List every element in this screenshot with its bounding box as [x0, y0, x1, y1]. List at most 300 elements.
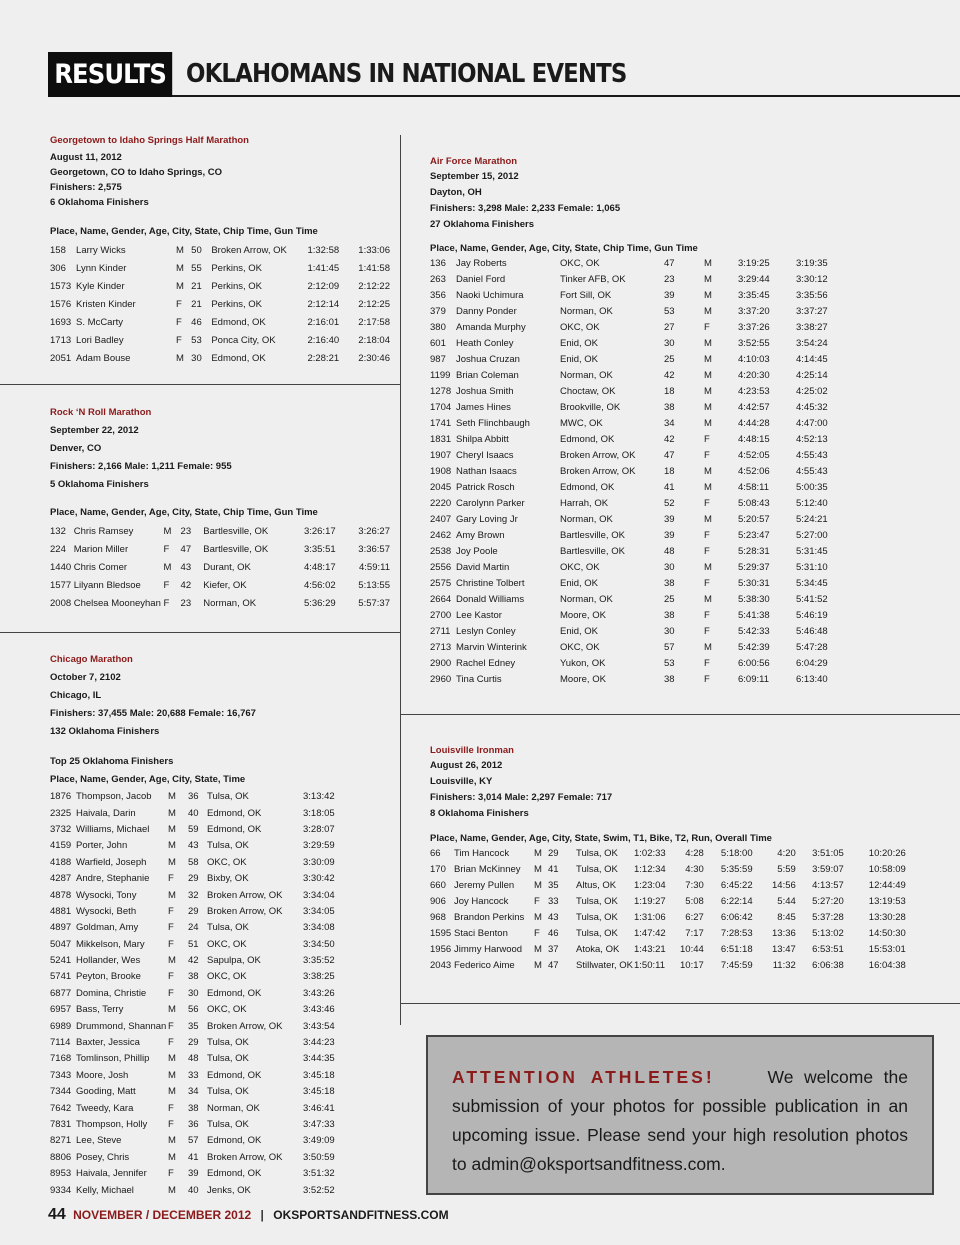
table-cell: Enid, OK — [560, 338, 599, 349]
table-cell: Shilpa Abbitt — [456, 434, 509, 445]
table-cell: M — [704, 466, 712, 477]
table-cell: OKC, OK — [560, 562, 600, 573]
table-row — [50, 871, 353, 887]
table-cell: 2575 — [430, 578, 452, 589]
table-cell: 47 — [664, 258, 675, 269]
table-cell: Lee Kastor — [456, 610, 502, 621]
table-cell: 4:42:57 — [738, 402, 770, 413]
table-cell: 4:14:45 — [796, 354, 828, 365]
table-cell: Tulsa, OK — [207, 1037, 249, 1049]
table-row — [430, 544, 846, 560]
event-date: September 15, 2012 — [430, 171, 519, 182]
table-cell: 3:50:59 — [303, 1151, 335, 1163]
table-row — [430, 448, 846, 464]
table-cell: 3:45:18 — [303, 1086, 335, 1098]
table-cell: 50 — [191, 245, 202, 256]
table-cell: 968 — [430, 912, 446, 923]
table-cell: 9334 — [50, 1184, 72, 1196]
table-cell: 6:53:51 — [812, 944, 844, 955]
table-cell: M — [534, 960, 542, 971]
table-cell: M — [168, 791, 176, 803]
table-cell: 7114 — [50, 1037, 71, 1049]
table-cell: 13:36 — [772, 928, 796, 939]
event-location: Dayton, OH — [430, 187, 482, 198]
table-cell: F — [534, 928, 540, 939]
table-cell: Goldman, Amy — [76, 922, 139, 934]
table-cell: 1876 — [50, 791, 72, 803]
top-finishers-label: Top 25 Oklahoma Finishers — [50, 756, 174, 767]
table-cell: 3:51:32 — [303, 1168, 335, 1180]
table-cell: 29 — [188, 873, 199, 885]
table-cell: Jeremy Pullen — [454, 880, 515, 891]
table-cell: 15:53:01 — [868, 944, 906, 955]
table-row — [430, 926, 906, 942]
table-cell: Edmond, OK — [207, 1135, 262, 1147]
table-cell: Carolynn Parker — [456, 498, 525, 509]
table-cell: 4:28 — [685, 848, 704, 859]
table-cell: Brookville, OK — [560, 402, 621, 413]
table-row — [430, 640, 846, 656]
table-cell: 4:55:43 — [796, 450, 828, 461]
table-cell: 55 — [191, 263, 202, 274]
table-cell: 30 — [664, 562, 675, 573]
table-cell: Bartlesville, OK — [560, 530, 625, 541]
table-row — [50, 904, 353, 920]
table-cell: 42 — [664, 370, 675, 381]
table-cell: 136 — [430, 258, 446, 269]
table-cell: 2:12:25 — [358, 299, 390, 310]
table-row — [50, 1051, 353, 1067]
event-title: Chicago Marathon — [50, 654, 133, 665]
table-cell: Tulsa, OK — [207, 840, 249, 852]
table-cell: 3:34:50 — [303, 938, 335, 950]
table-cell: 5241 — [50, 955, 72, 967]
table-cell: 8953 — [50, 1168, 72, 1180]
table-cell: 3:34:04 — [303, 889, 335, 901]
table-cell: 3:13:42 — [303, 791, 335, 803]
table-row — [430, 862, 906, 878]
event-rocknroll — [50, 407, 390, 613]
table-cell: Kelly, Michael — [76, 1184, 134, 1196]
table-row — [430, 368, 846, 384]
table-cell: Lynn Kinder — [76, 263, 127, 274]
table-cell: 1:43:21 — [634, 944, 666, 955]
table-cell: 34 — [664, 418, 675, 429]
table-cell: 379 — [430, 306, 446, 317]
header-rule — [172, 95, 960, 97]
table-cell: 41 — [664, 482, 675, 493]
table-cell: Daniel Ford — [456, 274, 506, 285]
table-cell: Tweedy, Kara — [76, 1102, 134, 1114]
table-cell: 46 — [191, 317, 202, 328]
table-cell: Tulsa, OK — [207, 922, 249, 934]
table-cell: 4:45:32 — [796, 402, 828, 413]
table-cell: Gooding, Matt — [76, 1086, 136, 1098]
table-cell: Edmond, OK — [207, 1168, 262, 1180]
table-row — [50, 805, 353, 821]
table-cell: 1199 — [430, 370, 451, 381]
column-headings: Place, Name, Gender, Age, City, State, Swim, T1, Bike, T2, Run, Overall Time — [430, 833, 772, 844]
table-cell: Heath Conley — [456, 338, 514, 349]
table-cell: 38 — [188, 971, 199, 983]
table-cell: M — [534, 880, 542, 891]
table-cell: 4:10:03 — [738, 354, 770, 365]
table-cell: 4188 — [50, 856, 72, 868]
table-cell: 46 — [548, 928, 559, 939]
table-cell: F — [163, 544, 170, 555]
table-row — [50, 887, 353, 903]
table-cell: Perkins, OK — [211, 263, 263, 274]
results-table — [430, 846, 906, 974]
table-cell: F — [704, 626, 710, 637]
table-cell: 3:35:51 — [303, 544, 336, 555]
table-cell: 3:19:25 — [738, 258, 770, 269]
table-cell: M — [168, 955, 176, 967]
table-cell: F — [168, 1020, 174, 1032]
table-row — [50, 577, 390, 595]
website-label: OKSPORTSANDFITNESS.COM — [273, 1208, 449, 1222]
table-cell: Gary Loving Jr — [456, 514, 518, 525]
table-cell: 1573 — [50, 281, 72, 292]
table-cell: M — [168, 889, 176, 901]
table-cell: 2:16:01 — [307, 317, 340, 328]
table-cell: 38 — [664, 578, 675, 589]
table-cell: 39 — [664, 514, 675, 525]
table-cell: 53 — [664, 658, 675, 669]
table-cell: Tomlinson, Phillip — [76, 1053, 150, 1065]
table-cell: Bartlesville, OK — [203, 526, 269, 537]
table-cell: 32 — [188, 889, 199, 901]
table-row — [430, 846, 906, 862]
table-cell: F — [168, 971, 174, 983]
table-cell: 38 — [664, 610, 675, 621]
table-cell: 3:43:54 — [303, 1020, 335, 1032]
table-cell: Nathan Isaacs — [456, 466, 517, 477]
table-cell: Lee, Steve — [76, 1135, 122, 1147]
table-cell: 47 — [548, 960, 559, 971]
table-cell: 6:27 — [685, 912, 704, 923]
table-cell: Marion Miller — [73, 544, 129, 555]
table-cell: Jenks, OK — [207, 1184, 251, 1196]
table-cell: 3:35:45 — [738, 290, 770, 301]
table-cell: 3:52:52 — [303, 1184, 335, 1196]
results-table — [430, 256, 846, 688]
table-cell: 2462 — [430, 530, 452, 541]
table-cell: 3:26:27 — [358, 526, 390, 537]
table-cell: 5:57:37 — [358, 598, 390, 609]
table-cell: 356 — [430, 290, 446, 301]
table-cell: 39 — [664, 290, 675, 301]
table-cell: Leslyn Conley — [456, 626, 516, 637]
table-cell: 1:32:58 — [307, 245, 340, 256]
table-row — [50, 937, 353, 953]
table-cell: 5:13:02 — [812, 928, 844, 939]
table-row — [430, 336, 846, 352]
event-ok-finishers: 27 Oklahoma Finishers — [430, 219, 535, 230]
table-cell: 5:27:20 — [812, 896, 844, 907]
table-cell: 42 — [664, 434, 675, 445]
page-header — [48, 52, 960, 97]
table-cell: 5:37:28 — [812, 912, 844, 923]
event-date: August 11, 2012 — [50, 152, 122, 163]
table-cell: 3:30:42 — [303, 873, 335, 885]
table-cell: 2538 — [430, 546, 452, 557]
table-cell: 30 — [664, 338, 675, 349]
event-ok-finishers: 6 Oklahoma Finishers — [50, 197, 149, 208]
table-cell: 3:18:05 — [303, 807, 335, 819]
table-cell: 5:28:31 — [738, 546, 770, 557]
table-cell: Norman, OK — [560, 514, 613, 525]
table-cell: 5:44 — [777, 896, 796, 907]
table-cell: 6:06:38 — [812, 960, 844, 971]
table-cell: Norman, OK — [203, 598, 257, 609]
table-row — [50, 1133, 353, 1149]
table-cell: 47 — [180, 544, 192, 555]
table-row — [50, 314, 390, 332]
table-cell: 5:31:45 — [796, 546, 828, 557]
table-row — [50, 523, 390, 541]
table-cell: 5:46:19 — [796, 610, 828, 621]
table-cell: Tulsa, OK — [576, 848, 618, 859]
table-cell: M — [168, 1135, 176, 1147]
event-finishers: Finishers: 37,455 Male: 20,688 Female: 16,767 — [50, 708, 256, 719]
table-row — [50, 541, 390, 559]
table-cell: Joy Poole — [456, 546, 498, 557]
table-cell: M — [534, 864, 542, 875]
table-cell: OKC, OK — [207, 856, 247, 868]
table-cell: 7:28:53 — [720, 928, 753, 939]
table-cell: Warfield, Joseph — [76, 856, 147, 868]
table-cell: 5:42:39 — [738, 642, 770, 653]
footer-separator: | — [260, 1208, 264, 1222]
event-finishers: Finishers: 3,014 Male: 2,297 Female: 717 — [430, 792, 613, 803]
table-cell: Christine Tolbert — [456, 578, 525, 589]
table-cell: Rachel Edney — [456, 658, 516, 669]
table-cell: 5:08 — [685, 896, 704, 907]
table-cell: 5:47:28 — [796, 642, 828, 653]
table-cell: M — [168, 1069, 176, 1081]
table-cell: Wysocki, Beth — [76, 905, 137, 917]
section-divider — [400, 1003, 960, 1004]
table-cell: 57 — [664, 642, 675, 653]
table-cell: Moore, OK — [560, 610, 606, 621]
table-cell: 2407 — [430, 514, 452, 525]
table-cell: 5741 — [50, 971, 72, 983]
table-row — [50, 789, 353, 805]
table-cell: M — [168, 1053, 176, 1065]
event-date: October 7, 2102 — [50, 672, 121, 683]
table-cell: F — [704, 498, 710, 509]
table-cell: 4878 — [50, 889, 72, 901]
table-cell: Brian Coleman — [456, 370, 519, 381]
column-headings: Place, Name, Gender, Age, City, State, Chip Time, Gun Time — [50, 226, 318, 237]
table-cell: Kiefer, OK — [203, 580, 247, 591]
event-louisville — [430, 745, 930, 974]
table-row — [50, 350, 390, 368]
table-cell: 3:35:52 — [303, 955, 335, 967]
table-cell: F — [168, 1102, 174, 1114]
table-cell: 1:41:58 — [358, 263, 390, 274]
results-table — [50, 523, 390, 613]
table-cell: 2:17:58 — [358, 317, 390, 328]
table-cell: 48 — [188, 1053, 199, 1065]
table-cell: 58 — [188, 856, 199, 868]
table-row — [430, 272, 846, 288]
table-cell: 10:17 — [680, 960, 704, 971]
table-cell: 13:47 — [772, 944, 796, 955]
table-cell: Broken Arrow, OK — [211, 245, 287, 256]
table-row — [50, 1068, 353, 1084]
table-cell: F — [168, 1168, 174, 1180]
table-cell: M — [168, 856, 176, 868]
table-row — [430, 400, 846, 416]
table-cell: 3:44:35 — [303, 1053, 335, 1065]
table-cell: 1704 — [430, 402, 452, 413]
table-cell: 30 — [191, 353, 202, 364]
table-cell: Broken Arrow, OK — [207, 1151, 283, 1163]
table-cell: 5:18:00 — [720, 848, 753, 859]
table-cell: 48 — [664, 546, 675, 557]
table-cell: M — [168, 823, 176, 835]
table-cell: F — [704, 450, 710, 461]
table-cell: F — [168, 922, 174, 934]
table-cell: 3:34:05 — [303, 905, 335, 917]
event-location: Louisville, KY — [430, 776, 493, 787]
table-cell: 47 — [664, 450, 675, 461]
table-cell: 3:29:59 — [303, 840, 335, 852]
table-cell: S. McCarty — [76, 317, 124, 328]
table-cell: 11:32 — [772, 960, 796, 971]
table-cell: 4:13:57 — [812, 880, 844, 891]
table-cell: M — [163, 562, 172, 573]
table-cell: 2051 — [50, 353, 72, 364]
table-cell: 4:59:11 — [359, 562, 390, 573]
table-cell: 2:28:21 — [307, 353, 340, 364]
table-cell: Enid, OK — [560, 354, 599, 365]
table-cell: 4287 — [50, 873, 72, 885]
table-cell: F — [704, 434, 710, 445]
table-cell: Tulsa, OK — [576, 928, 618, 939]
table-cell: 5:35:59 — [720, 864, 753, 875]
table-cell: Harrah, OK — [560, 498, 609, 509]
table-cell: 4:44:28 — [738, 418, 770, 429]
table-cell: Brandon Perkins — [454, 912, 525, 923]
table-cell: 2:12:14 — [307, 299, 340, 310]
table-cell: 13:19:53 — [868, 896, 906, 907]
event-airforce — [430, 156, 850, 688]
table-cell: 3:30:12 — [796, 274, 828, 285]
table-row — [50, 296, 390, 314]
table-cell: 906 — [430, 896, 446, 907]
table-cell: 30 — [664, 626, 675, 637]
table-cell: 8:45 — [777, 912, 796, 923]
table-cell: M — [168, 840, 176, 852]
table-cell: 53 — [191, 335, 202, 346]
event-ok-finishers: 132 Oklahoma Finishers — [50, 726, 160, 737]
table-cell: 3:49:09 — [303, 1135, 335, 1147]
table-cell: Fort Sill, OK — [560, 290, 612, 301]
table-cell: 7:17 — [685, 928, 704, 939]
table-cell: M — [704, 258, 712, 269]
table-cell: 4:20:30 — [738, 370, 770, 381]
event-georgetown — [50, 135, 390, 368]
table-cell: 5:34:45 — [796, 578, 828, 589]
table-cell: 1595 — [430, 928, 452, 939]
table-cell: 4:23:53 — [738, 386, 770, 397]
table-cell: 16:04:38 — [868, 960, 906, 971]
table-cell: Thompson, Holly — [76, 1119, 148, 1130]
table-cell: 5:23:47 — [738, 530, 770, 541]
table-cell: 40 — [188, 1184, 199, 1196]
table-cell: 132 — [50, 526, 66, 537]
table-cell: 2556 — [430, 562, 452, 573]
table-cell: Enid, OK — [560, 578, 599, 589]
table-cell: 4:55:43 — [796, 466, 828, 477]
table-cell: 3:47:33 — [303, 1119, 335, 1130]
table-cell: 7831 — [50, 1119, 72, 1130]
table-cell: 3:43:26 — [303, 987, 335, 999]
table-cell: F — [704, 658, 710, 669]
table-cell: Atoka, OK — [576, 944, 620, 955]
table-cell: 8806 — [50, 1151, 72, 1163]
table-cell: 2:18:04 — [358, 335, 390, 346]
table-cell: 2220 — [430, 498, 452, 509]
table-cell: 6:09:11 — [738, 674, 769, 685]
table-cell: 3:59:07 — [812, 864, 844, 875]
table-cell: 35 — [188, 1020, 199, 1032]
table-cell: 43 — [180, 562, 192, 573]
table-cell: 987 — [430, 354, 446, 365]
table-cell: Broken Arrow, OK — [560, 450, 636, 461]
table-cell: 5:42:33 — [738, 626, 770, 637]
table-cell: M — [704, 642, 712, 653]
table-cell: Wysocki, Tony — [76, 889, 137, 901]
table-cell: 5:27:00 — [796, 530, 828, 541]
table-cell: 13:30:28 — [868, 912, 906, 923]
table-cell: 224 — [50, 544, 66, 555]
table-cell: M — [704, 290, 712, 301]
table-cell: M — [704, 594, 712, 605]
table-row — [50, 1084, 353, 1100]
table-row — [50, 1100, 353, 1116]
table-cell: 14:50:30 — [868, 928, 906, 939]
table-cell: 2:12:22 — [358, 281, 390, 292]
table-row — [50, 332, 390, 350]
table-cell: Edmond, OK — [207, 807, 262, 819]
table-cell: Chris Comer — [73, 562, 128, 573]
table-cell: Amanda Murphy — [456, 322, 526, 333]
table-cell: M — [168, 1151, 176, 1163]
table-cell: 36 — [188, 791, 199, 803]
table-cell: 3:51:05 — [812, 848, 844, 859]
table-cell: Larry Wicks — [76, 245, 126, 256]
table-cell: Hollander, Wes — [76, 955, 141, 967]
table-row — [430, 288, 846, 304]
table-cell: 1:12:34 — [634, 864, 666, 875]
table-cell: F — [704, 578, 710, 589]
attention-box — [426, 1035, 934, 1195]
table-cell: 51 — [188, 938, 199, 950]
table-cell: 38 — [664, 674, 675, 685]
table-cell: M — [534, 944, 542, 955]
table-cell: 3:43:46 — [303, 1004, 335, 1016]
table-cell: 1:50:11 — [634, 960, 665, 971]
table-cell: 6877 — [50, 987, 72, 999]
table-row — [430, 672, 846, 688]
table-cell: 35 — [548, 880, 559, 891]
table-cell: M — [168, 1086, 176, 1098]
table-cell: 23 — [180, 598, 192, 609]
